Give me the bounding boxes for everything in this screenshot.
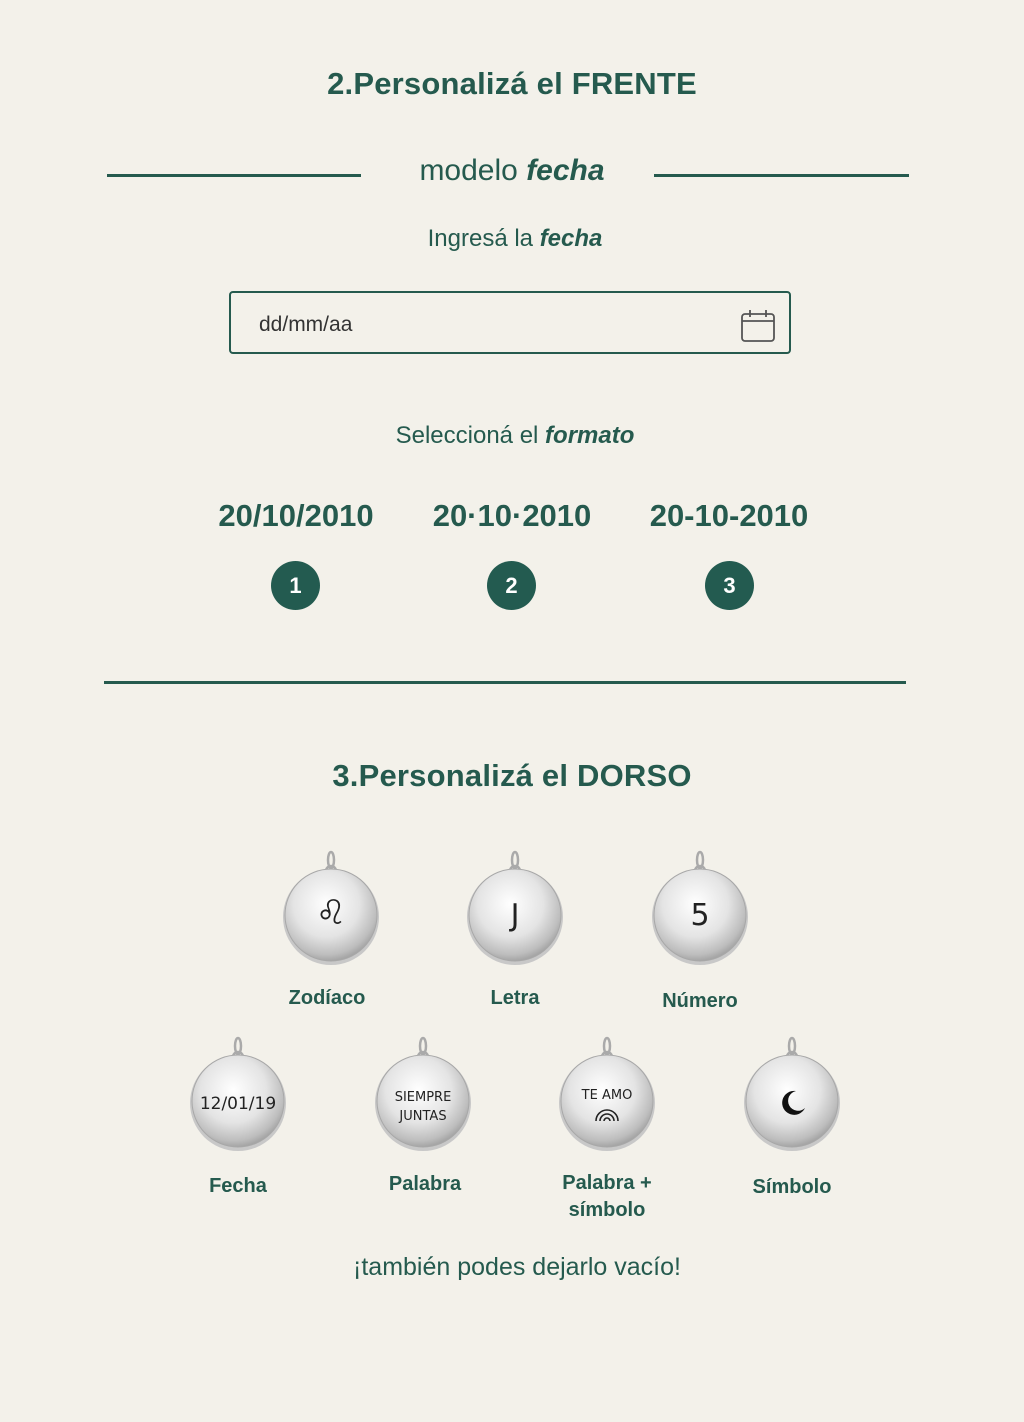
format-example-3[interactable]: 20-10-2010 [649,498,809,533]
date-input-box[interactable] [229,291,791,354]
option-label-word[interactable]: Palabra [388,1173,462,1195]
format-example-2[interactable]: 20·10·2010 [432,498,592,533]
option-label-word-symbol-line2: símbolo [568,1199,646,1221]
format-option-2-badge[interactable]: 2 [487,561,536,610]
date-prompt-prefix: Ingresá la [427,225,534,252]
format-option-3-badge[interactable]: 3 [705,561,754,610]
format-prompt-emph: formato [545,422,635,449]
option-label-symbol[interactable]: Símbolo [752,1176,832,1198]
calendar-icon[interactable] [740,309,776,343]
charm-symbol[interactable] [737,1034,847,1154]
word-engraving [368,1088,478,1126]
leo-icon: ♌ [315,893,347,933]
date-prompt-emph: fecha [539,225,603,252]
date-prompt [3,225,1024,253]
option-label-letter[interactable]: Letra [490,987,540,1009]
charm-number[interactable] [645,848,755,968]
option-label-word-symbol[interactable] [522,1170,692,1224]
empty-option-note: ¡también podes dejarlo vacío! [353,1253,681,1281]
moon-icon [777,1088,807,1118]
format-example-1[interactable]: 20/10/2010 [218,498,374,533]
option-label-number[interactable]: Número [662,990,738,1012]
format-prompt [3,422,1024,450]
section-divider [104,681,906,684]
option-label-zodiac[interactable]: Zodíaco [288,987,366,1009]
format-option-1-badge[interactable]: 1 [271,561,320,610]
model-name: fecha [526,154,605,187]
model-heading [0,154,1024,188]
word-engraving-line2: JUNTAS [399,1109,447,1124]
format-prompt-prefix: Seleccioná el [395,422,539,449]
date-engraving: 12/01/19 [199,1094,277,1114]
charm-date[interactable] [183,1034,293,1154]
letter-engraving: J [510,898,520,933]
word-symbol-engraving: TE AMO [581,1088,633,1103]
charm-zodiac[interactable] [276,848,386,968]
front-section-title: 2.Personalizá el FRENTE [327,66,697,101]
charm-word-symbol[interactable] [552,1034,662,1154]
back-section-title: 3.Personalizá el DORSO [332,758,692,793]
charm-word[interactable] [368,1034,478,1154]
date-input[interactable] [257,307,721,343]
model-prefix: modelo [419,154,518,187]
option-label-date[interactable]: Fecha [209,1175,267,1197]
number-engraving: 5 [690,898,710,933]
charm-letter[interactable] [460,848,570,968]
rainbow-icon [594,1106,620,1122]
word-engraving-line1: SIEMPRE [394,1090,452,1105]
option-label-word-symbol-line1: Palabra + [562,1172,652,1194]
